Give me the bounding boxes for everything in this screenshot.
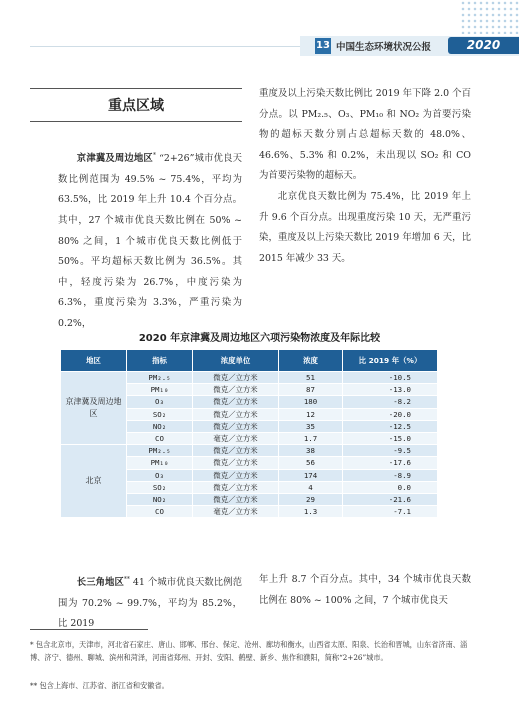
change-cell: -8.9 [343,469,438,481]
change-cell: -21.6 [343,493,438,505]
indicator-cell: NO₂ [127,420,193,432]
term-jingjinji: 京津冀及周边地区 [76,153,153,165]
bottom-left-column [58,570,242,635]
paragraph-yangtze-continued: 年上升 8.7 个百分点。其中，34 个城市优良天数比例在 80% ~ 100% 之间，7 个城市优良天 [259,574,471,606]
unit-cell: 微克／立方米 [193,408,279,420]
indicator-cell: PM₂.₅ [127,372,193,384]
unit-cell: 毫克／立方米 [193,506,279,518]
year-badge: 2020 [448,37,519,54]
col-header-indicator: 指标 [127,350,193,372]
paragraph-continued: 重度及以上污染天数比例比 2019 年下降 2.0 个百分点。以 PM₂.₅、O₃、PM₁₀ 和 NO₂ 为首要污染物的超标天数分别占总超标天数的 48.0%、46.6%、5.3% 和 0.2%，未出现以 SO₂ 和 CO 为首要污染物的超标天。 [259,88,471,182]
value-cell: 38 [279,445,343,457]
table-header-row [61,350,438,372]
footnote-rule [30,629,148,630]
table-title: 2020 年京津冀及周边地区六项污染物浓度及年际比较 [138,333,381,344]
footnote-1: * 包含北京市，天津市，河北省石家庄、唐山、邯郸、邢台、保定、沧州、廊坊和衡水，山西省太原、阳泉、长治和晋城，山东省济南、淄博、济宁、德州、聊城、滨州和菏泽，河南省郑州、开封、安阳、鹤壁、新乡、焦作和濮阳，简称“2+26”城市。 [30,640,468,662]
indicator-cell: SO₂ [127,408,193,420]
paragraph-text: 41 个城市优良天数比例范围为 70.2% ~ 99.7%，平均为 85.2%，比 2019 [58,577,242,630]
table-row [61,445,438,457]
unit-cell: 微克／立方米 [193,481,279,493]
unit-cell: 微克／立方米 [193,493,279,505]
indicator-cell: O₃ [127,396,193,408]
footnote-mark: ** [123,576,130,583]
indicator-cell: NO₂ [127,493,193,505]
section-title: 重点区域 [108,98,164,114]
unit-cell: 微克／立方米 [193,372,279,384]
value-cell: 174 [279,469,343,481]
page-number: 13 [315,38,331,54]
indicator-cell: SO₂ [127,481,193,493]
unit-cell: 微克／立方米 [193,384,279,396]
change-cell: -9.5 [343,445,438,457]
value-cell: 1.3 [279,506,343,518]
value-cell: 180 [279,396,343,408]
running-title: 中国生态环境状况公报 [336,42,432,53]
change-cell: -12.5 [343,420,438,432]
col-header-change: 比 2019 年（%） [343,350,438,372]
unit-cell: 微克／立方米 [193,457,279,469]
value-cell: 35 [279,420,343,432]
paragraph-text: “2+26”城市优良天数比例范围为 49.5% ~ 75.4%，平均为 63.5%，比 2019 年上升 10.4 个百分点。其中，27 个城市优良天数比例在 50% ~ 80% 之间，1 个城市优良天数比例低于 50%。平均超标天数比例为 36.5%。其中，轻度污染为 26.7%，中度污染为 6.3%，重度污染为 3.3%，严重污染为 0.2%， [58,153,242,329]
change-cell: -8.2 [343,396,438,408]
table-row [61,372,438,384]
pollutant-table [60,349,438,518]
value-cell: 87 [279,384,343,396]
unit-cell: 微克／立方米 [193,445,279,457]
indicator-cell: PM₂.₅ [127,445,193,457]
header-dot-pattern [460,0,519,34]
region-cell: 京津冀及周边地区 [61,372,127,445]
change-cell: -13.0 [343,384,438,396]
right-column [259,84,471,269]
unit-cell: 毫克／立方米 [193,432,279,444]
col-header-unit: 浓度单位 [193,350,279,372]
value-cell: 29 [279,493,343,505]
paragraph-beijing: 北京优良天数比例为 75.4%，比 2019 年上升 9.6 个百分点。出现重度污染 10 天，无严重污染，重度及以上污染天数比 2019 年增加 6 天，比 2015 年减少 33 天。 [259,190,471,264]
value-cell: 1.7 [279,432,343,444]
col-header-region: 地区 [61,350,127,372]
value-cell: 56 [279,457,343,469]
indicator-cell: O₃ [127,469,193,481]
left-column [58,146,242,334]
change-cell: -15.0 [343,432,438,444]
indicator-cell: PM₁₀ [127,384,193,396]
unit-cell: 微克／立方米 [193,469,279,481]
col-header-concentration: 浓度 [279,350,343,372]
paragraph-jingjinji [58,146,242,334]
value-cell: 51 [279,372,343,384]
change-cell: -10.5 [343,372,438,384]
section-rule-bottom [30,121,242,122]
change-cell: 0.0 [343,481,438,493]
value-cell: 4 [279,481,343,493]
change-cell: -7.1 [343,506,438,518]
value-cell: 12 [279,408,343,420]
paragraph-yangtze [58,570,242,635]
unit-cell: 微克／立方米 [193,420,279,432]
section-rule-top [30,88,242,89]
indicator-cell: CO [127,432,193,444]
region-cell: 北京 [61,445,127,518]
indicator-cell: PM₁₀ [127,457,193,469]
indicator-cell: CO [127,506,193,518]
unit-cell: 微克／立方米 [193,396,279,408]
change-cell: -17.6 [343,457,438,469]
bottom-right-column [259,570,471,611]
footnote-2: ** 包含上海市、江苏省、浙江省和安徽省。 [30,681,169,690]
term-yangtze: 长三角地区 [76,577,124,589]
footnote-mark: * [152,152,156,159]
change-cell: -20.0 [343,408,438,420]
